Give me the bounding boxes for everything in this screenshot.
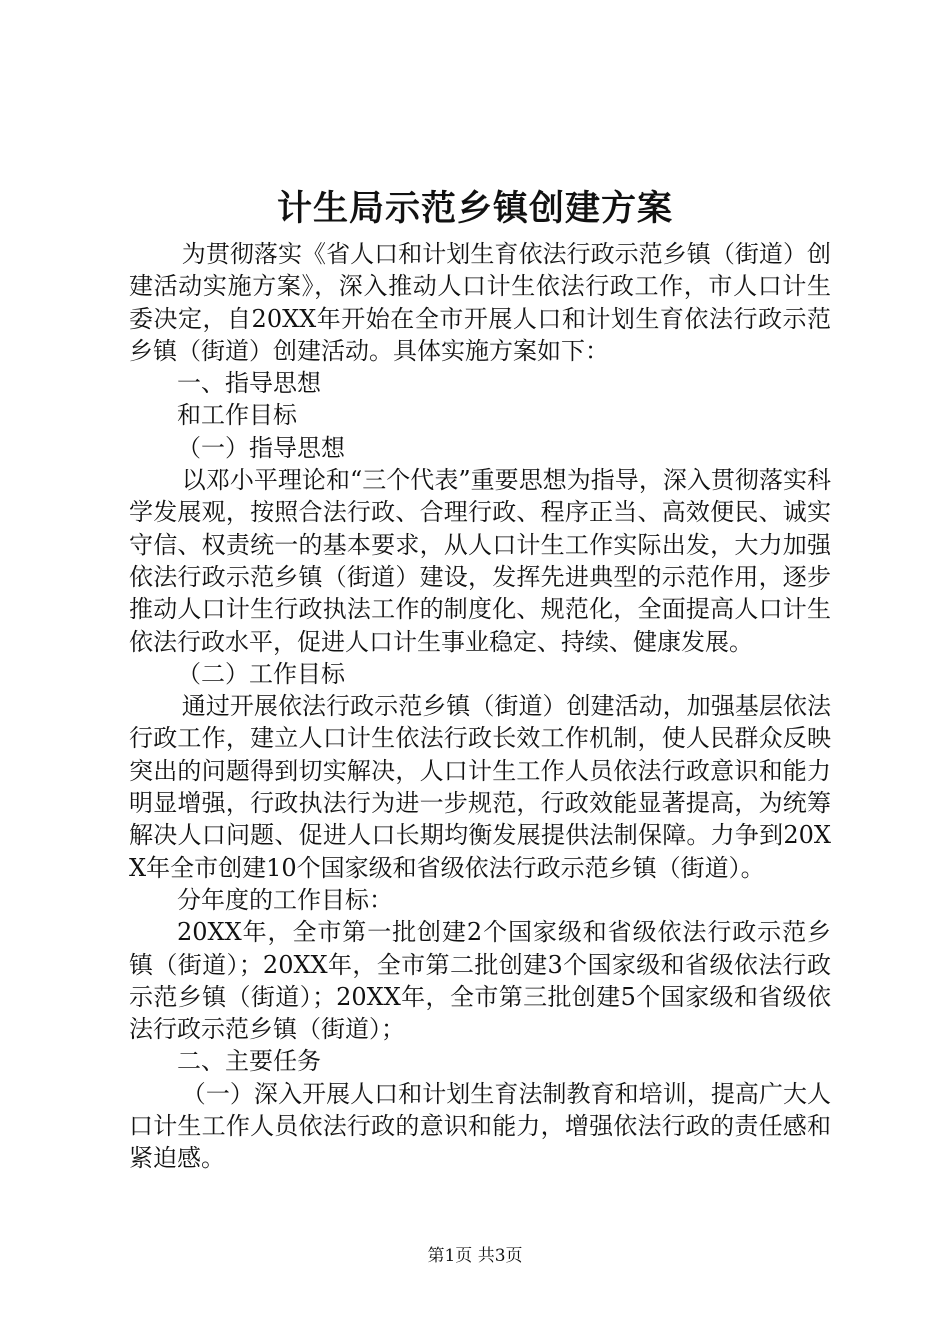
document-title: 计生局示范乡镇创建方案 — [276, 188, 673, 229]
section-heading-1: 一、指导思想 — [177, 369, 321, 398]
section-heading-2: 二、主要任务 — [177, 1047, 321, 1076]
subsection-heading-guiding-thought: （一）指导思想 — [177, 433, 345, 462]
main-task-paragraph: （一）深入开展人口和计划生育法制教育和培训，提高广大人口计生工作人员依法行政的意识和能力，增强依法行政的责任感和紧迫感。 — [129, 1079, 831, 1173]
subsection-heading-work-goals: （二）工作目标 — [177, 659, 345, 688]
intro-paragraph: 为贯彻落实《省人口和计划生育依法行政示范乡镇（街道）创建活动实施方案》，深入推动人口计生依法行政工作，市人口计生委决定，自20XX年开始在全市开展人口和计划生育依法行政示范乡镇（街道）创建活动。具体实施方案如下： — [129, 240, 831, 365]
work-goals-paragraph: 通过开展依法行政示范乡镇（街道）创建活动，加强基层依法行政工作，建立人口计生依法行政长效工作机制，使人民群众反映突出的问题得到切实解决，人口计生工作人员依法行政意识和能力明显增强，行政执法行为进一步规范，行政效能显著提高，为统筹解决人口问题、促进人口长期均衡发展提供法制保障。力争到20XX年全市创建10个国家级和省级依法行政示范乡镇（街道）。 — [129, 692, 831, 882]
page-footer: 第1页 共3页 — [427, 1246, 523, 1266]
annual-goals-paragraph: 20XX年，全市第一批创建2个国家级和省级依法行政示范乡镇（街道）；20XX年，全市第二批创建3个国家级和省级依法行政示范乡镇（街道）；20XX年，全市第三批创建5个国家级和省级依法行政示范乡镇（街道）； — [129, 918, 831, 1044]
document-body — [129, 238, 831, 1175]
annual-goals-heading: 分年度的工作目标： — [177, 885, 393, 914]
section-heading-1-continued: 和工作目标 — [177, 401, 297, 430]
guiding-thought-paragraph: 以邓小平理论和“三个代表”重要思想为指导，深入贯彻落实科学发展观，按照合法行政、合理行政、程序正当、高效便民、诚实守信、权责统一的基本要求，从人口计生工作实际出发，大力加强依法行政示范乡镇（街道）建设，发挥先进典型的示范作用，逐步推动人口计生行政执法工作的制度化、规范化，全面提高人口计生依法行政水平，促进人口计生事业稳定、持续、健康发展。 — [129, 466, 831, 656]
